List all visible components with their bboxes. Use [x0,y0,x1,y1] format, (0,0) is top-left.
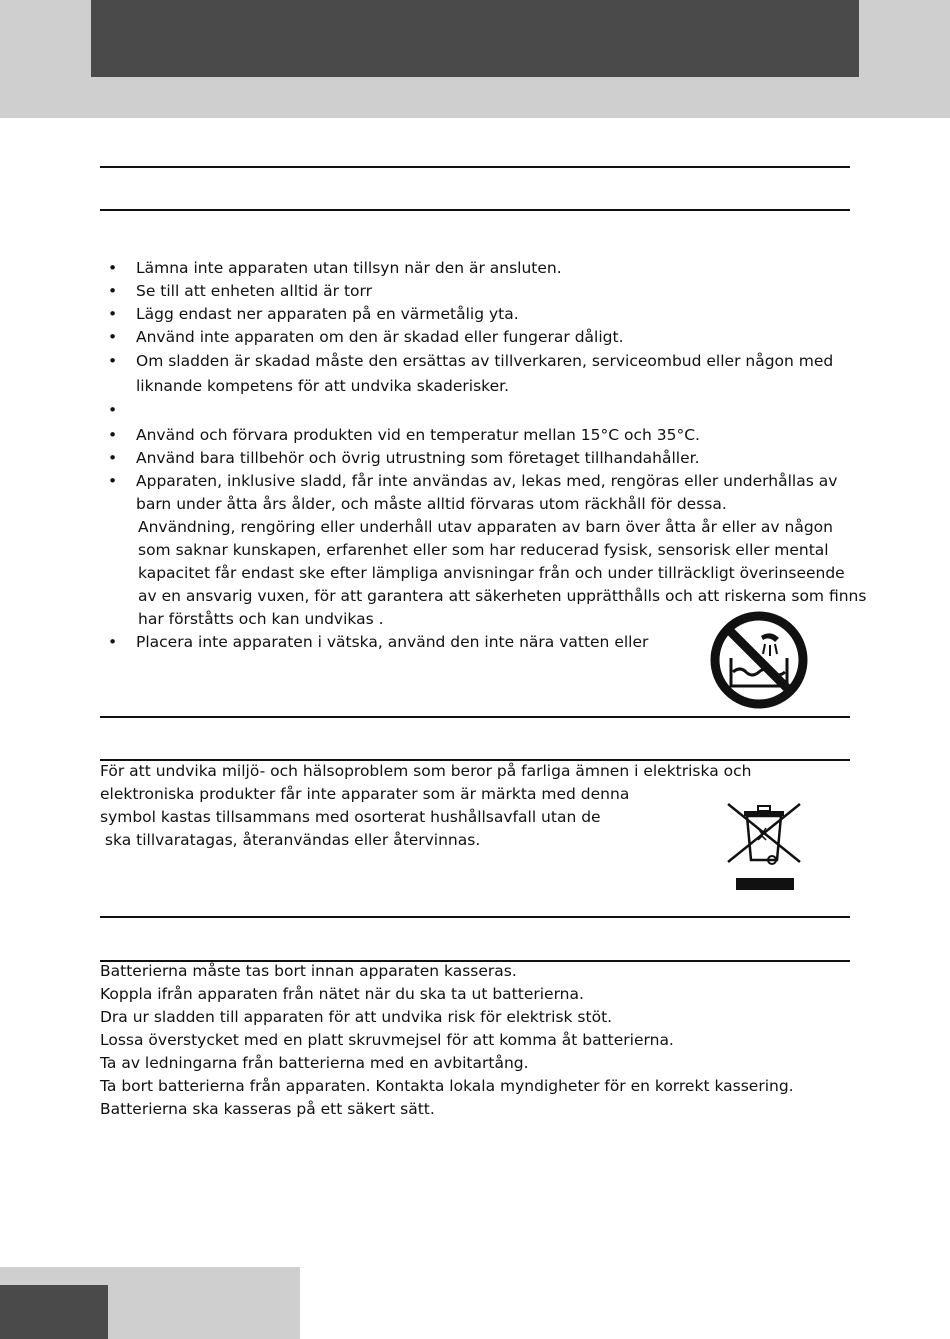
list-item [108,399,868,424]
section-rule-top [100,916,850,918]
no-water-bath-icon [709,610,809,710]
page-number-box [0,1285,108,1339]
bullet-marker: • [108,401,118,419]
section-rule-bottom [100,209,850,211]
safety-list [108,257,868,654]
list-item: • Lämna inte apparaten utan tillsyn när den är ansluten. [108,257,868,280]
bullet-marker: • [108,633,118,651]
section-rule-top [100,716,850,718]
bullet-marker: • [108,352,118,370]
list-item-continuation: Användning, rengöring eller underhåll utav apparaten av barn över åtta år eller av någon som saknar kunskapen, erfarenhet eller som har reducerad fysisk, sensorisk eller mental kapacitet får endast ske efter lämpliga anvisningar från och under tillräckligt överinseende av en ansvarig vuxen, för att garantera att säkerheten upprätthålls och att riskerna som finns har förståtts och kan undvikas . [138,518,867,628]
bullet-marker: • [108,305,118,323]
bullet-marker: • [108,282,118,300]
environment-text: För att undvika miljö- och hälsoproblem som beror på farliga ämnen i elektriska och elektroniska produkter får inte apparater som är märkta med denna symbol kastas tillsammans med osorterat hushållsavfall utan de ska tillvaratagas, återanvändas eller återvinnas. [100,762,752,849]
bullet-marker: • [108,449,118,467]
list-item: • Se till att enheten alltid är torr [108,280,868,303]
list-item: • Om sladden är skadad måste den ersättas av tillverkaren, serviceombud eller någon med liknande kompetens för att undvika skaderisker. [108,349,868,399]
list-item: • Använd bara tillbehör och övrig utrustning som företaget tillhandahåller. [108,447,868,470]
header-bar [91,0,859,77]
list-item: • Använd inte apparaten om den är skadad eller fungerar dåligt. [108,326,868,349]
bullet-marker: • [108,259,118,277]
bullet-marker: • [108,328,118,346]
list-item: • Lägg endast ner apparaten på en värmetålig yta. [108,303,868,326]
bullet-marker: • [108,472,118,490]
section-rule-top [100,166,850,168]
battery-text: Batterierna måste tas bort innan apparaten kasseras. Koppla ifrån apparaten från nätet när du ska ta ut batterierna. Dra ur sladden till apparaten för att undvika risk för elektrisk stöt. Lossa överstycket med en platt skruvmejsel för att komma åt batterierna. Ta av ledningarna från batterierna med en avbitartång. Ta bort batterierna från apparaten. Kontakta lokala myndigheter för en korrekt kassering. Batterierna ska kasseras på ett säkert sätt. [100,962,794,1118]
list-item: • Apparaten, inklusive sladd, får inte användas av, lekas med, rengöras eller underhållas av barn under åtta års ålder, och måste alltid förvaras utom räckhåll för dessa. [108,472,838,513]
crossed-out-bin-icon [722,800,806,892]
list-item: • Placera inte apparaten i vätska, använd den inte nära vatten eller [108,631,868,654]
bullet-marker: • [108,426,118,444]
list-item: • Använd och förvara produkten vid en temperatur mellan 15°C och 35°C. [108,424,868,447]
